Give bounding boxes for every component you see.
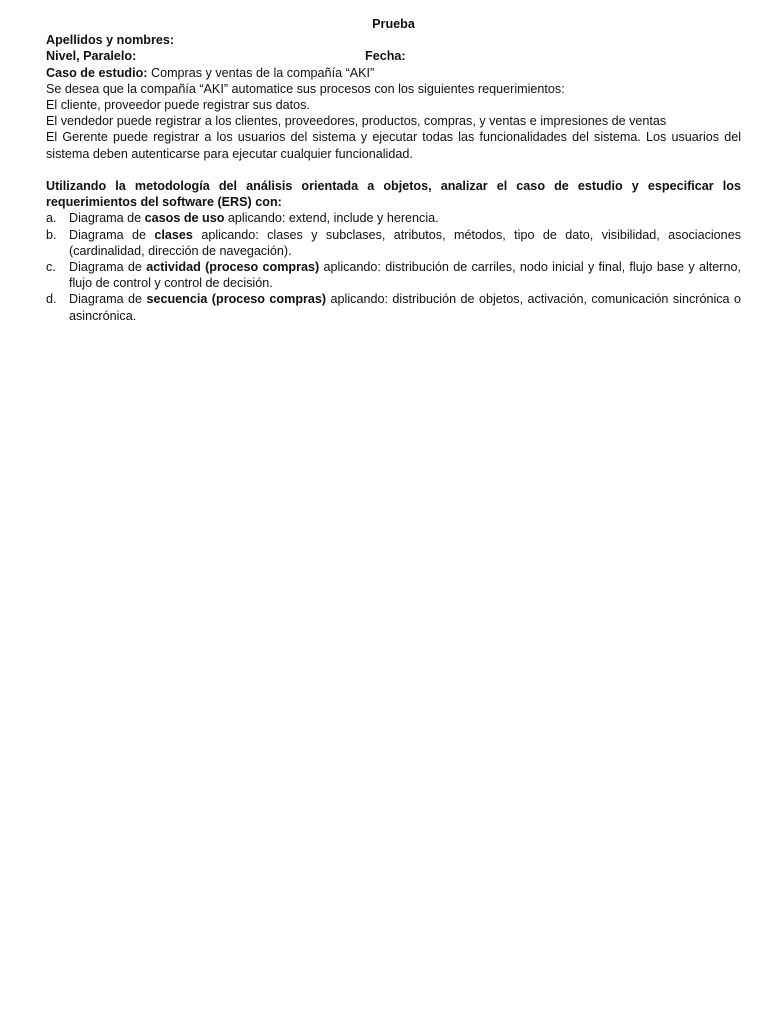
item-prefix: Diagrama de: [69, 211, 145, 226]
seller-requirement: El vendedor puede registrar a los clientes, proveedores, productos, compras, y ventas e impresiones de ventas: [46, 114, 667, 129]
item-bold: actividad (proceso compras): [146, 260, 320, 275]
item-bold: clases: [154, 227, 193, 242]
name-label: Apellidos y nombres:: [46, 33, 175, 48]
blank-line: [46, 162, 741, 178]
item-bold: casos de uso: [144, 211, 225, 226]
list-marker: c.: [46, 260, 56, 275]
item-prefix: Diagrama de: [69, 260, 147, 275]
document-title: Prueba: [372, 17, 415, 31]
list-marker: a.: [46, 211, 57, 226]
manager-requirement: El Gerente puede registrar a los usuarios del sistema y ejecutar todas las funcionalidades del sistema. Los usuarios del sistema deben autenticarse para ejecutar cualquier funcionalidad.: [46, 130, 741, 161]
level-label: Nivel, Paralelo:: [46, 49, 137, 64]
list-item: [46, 259, 741, 291]
list-marker: d.: [46, 292, 57, 307]
list-marker: b.: [46, 227, 57, 242]
client-requirement: El cliente, proveedor puede registrar sus datos.: [46, 98, 310, 112]
case-study-text: Compras y ventas de la compañía “AKI”: [147, 65, 375, 80]
case-study-line: [46, 65, 741, 81]
list-item: [46, 291, 741, 323]
diagram-list: [46, 210, 741, 323]
item-suffix: aplicando: clases y subclases, atributos, métodos, tipo de dato, visibilidad, asociaciones (cardinalidad, dirección de navegación).: [69, 227, 741, 258]
document-page: [46, 16, 741, 324]
case-study-label: Caso de estudio:: [46, 65, 148, 80]
instructions-heading: Utilizando la metodología del análisis orientada a objetos, analizar el caso de estudio y especificar los requerimientos del software (ERS) con:: [46, 179, 741, 210]
item-prefix: Diagrama de: [69, 227, 155, 242]
item-suffix: aplicando: extend, include y herencia.: [224, 211, 439, 226]
item-suffix: aplicando: distribución de objetos, activación, comunicación sincrónica o asincrónica.: [69, 292, 741, 323]
item-prefix: Diagrama de: [69, 292, 147, 307]
requirements-intro: Se desea que la compañía “AKI” automatice sus procesos con los siguientes requerimientos:: [46, 81, 565, 96]
list-item: [46, 227, 741, 259]
item-bold: secuencia (proceso compras): [146, 292, 327, 307]
list-item: [46, 210, 741, 226]
date-label: Fecha:: [365, 49, 406, 64]
item-suffix: aplicando: distribución de carriles, nodo inicial y final, flujo base y alterno, flujo de control y control de decisión.: [69, 260, 742, 291]
level-date-row: [46, 48, 741, 64]
